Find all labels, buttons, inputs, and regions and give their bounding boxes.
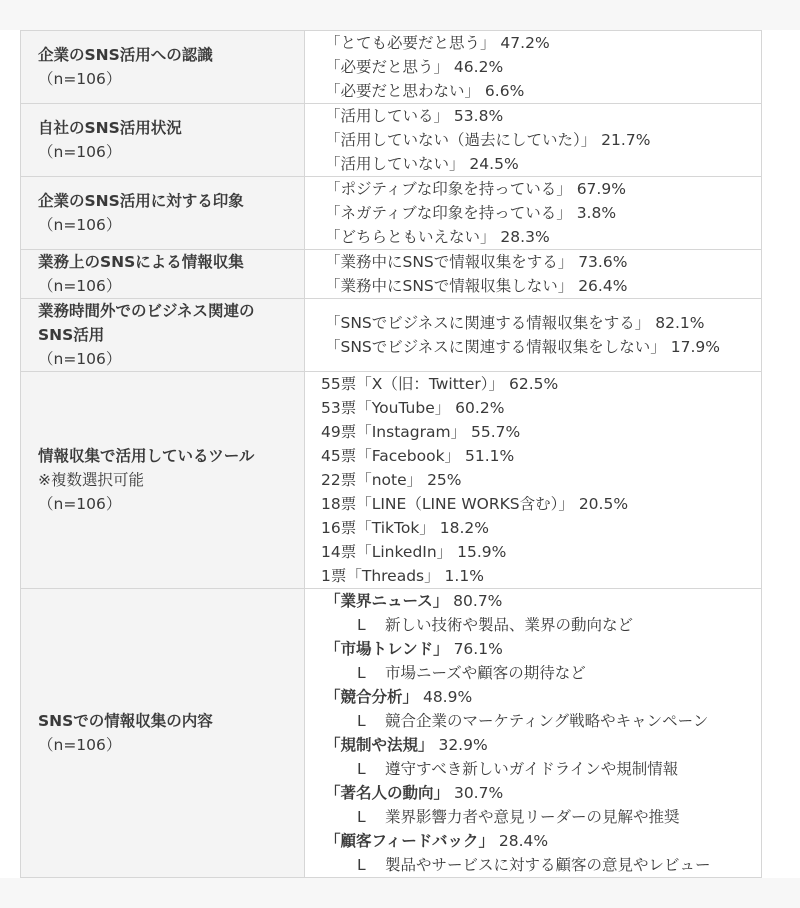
content-category — [325, 685, 751, 709]
sample-size: （n=106） — [38, 736, 122, 754]
question-cell — [21, 177, 305, 250]
category-name: 「顧客フィードバック」 — [325, 832, 494, 850]
category-detail-text: 市場ニーズや顧客の期待など — [385, 664, 586, 682]
category-value: 30.7% — [453, 784, 504, 802]
content-category — [325, 733, 751, 757]
answer-line: 「とても必要だと思う」 47.2% — [325, 34, 550, 52]
category-value: 32.9% — [438, 736, 488, 754]
question-cell — [21, 250, 305, 299]
tool-answer-line: 45票「Facebook」 51.1% — [321, 447, 515, 465]
corner-arrow-icon: L — [357, 616, 366, 634]
category-name: 「著名人の動向」 — [325, 784, 450, 802]
corner-arrow-icon: L — [357, 760, 366, 778]
corner-arrow-icon: L — [357, 712, 366, 730]
tool-answer-line: 1票「Threads」 1.1% — [321, 567, 484, 585]
answer-cell — [305, 372, 762, 589]
tool-answer-line: 53票「YouTube」 60.2% — [321, 399, 505, 417]
table-row — [21, 104, 762, 177]
sample-size: （n=106） — [38, 216, 122, 234]
category-detail-text: 業界影響力者や意見リーダーの見解や推奨 — [385, 808, 680, 826]
category-detail — [325, 709, 751, 733]
answer-line: 「活用していない」 24.5% — [325, 155, 519, 173]
answer-line: 「活用していない（過去にしていた）」 21.7% — [325, 131, 651, 149]
question-cell — [21, 299, 305, 372]
question-title-line: SNS活用 — [38, 326, 105, 344]
content-category — [325, 589, 751, 613]
answer-line: 「SNSでビジネスに関連する情報収集をする」 82.1% — [325, 314, 705, 332]
answer-line: 「ポジティブな印象を持っている」 67.9% — [325, 180, 626, 198]
question-cell — [21, 31, 305, 104]
category-name: 「市場トレンド」 — [325, 640, 449, 658]
category-value: 76.1% — [453, 640, 503, 658]
answer-line: 「業務中にSNSで情報収集をする」 73.6% — [325, 253, 628, 271]
sample-size: （n=106） — [38, 495, 122, 513]
question-title: SNSでの情報収集の内容 — [38, 712, 213, 730]
question-title: 情報収集で活用しているツール — [38, 447, 255, 465]
answer-cell — [305, 589, 762, 878]
answer-line: 「必要だと思わない」 6.6% — [325, 82, 525, 100]
corner-arrow-icon: L — [357, 856, 366, 874]
category-detail — [325, 805, 751, 829]
content-category — [325, 781, 751, 805]
table-row — [21, 31, 762, 104]
content-category — [325, 637, 751, 661]
sample-size: （n=106） — [38, 350, 122, 368]
question-cell — [21, 104, 305, 177]
question-cell — [21, 372, 305, 589]
sample-size: （n=106） — [38, 277, 122, 295]
answer-line: 「SNSでビジネスに関連する情報収集をしない」 17.9% — [325, 338, 720, 356]
table-row — [21, 299, 762, 372]
tool-answer-line: 16票「TikTok」 18.2% — [321, 519, 489, 537]
category-value: 80.7% — [453, 592, 503, 610]
corner-arrow-icon: L — [357, 808, 366, 826]
table-row — [21, 589, 762, 878]
tool-answer-line: 49票「Instagram」 55.7% — [321, 423, 521, 441]
category-value: 28.4% — [498, 832, 549, 850]
tool-answer-line: 55票「X（旧：Twitter）」 62.5% — [321, 375, 559, 393]
answer-line: 「どちらともいえない」 28.3% — [325, 228, 550, 246]
answer-line: 「業務中にSNSで情報収集しない」 26.4% — [325, 277, 628, 295]
answer-line: 「活用している」 53.8% — [325, 107, 504, 125]
question-note: ※複数選択可能 — [38, 471, 144, 489]
answer-cell — [305, 250, 762, 299]
answer-cell — [305, 177, 762, 250]
category-detail-text: 遵守すべき新しいガイドラインや規制情報 — [385, 760, 679, 778]
question-title: 業務上のSNSによる情報収集 — [38, 253, 244, 271]
answer-line: 「必要だと思う」 46.2% — [325, 58, 504, 76]
answer-cell — [305, 299, 762, 372]
answer-cell — [305, 104, 762, 177]
category-name: 「競合分析」 — [325, 688, 419, 706]
category-detail — [325, 853, 751, 877]
category-detail — [325, 613, 751, 637]
category-detail-text: 新しい技術や製品、業界の動向など — [385, 616, 634, 634]
category-detail — [325, 757, 751, 781]
category-detail-text: 製品やサービスに対する顧客の意見やレビュー — [385, 856, 711, 874]
table-row — [21, 177, 762, 250]
answer-line: 「ネガティブな印象を持っている」 3.8% — [325, 204, 617, 222]
category-detail-text: 競合企業のマーケティング戦略やキャンペーン — [385, 712, 709, 730]
page-body — [0, 30, 800, 878]
content-category — [325, 829, 751, 853]
table-row — [21, 372, 762, 589]
tool-answer-line: 18票「LINE（LINE WORKS含む）」 20.5% — [321, 495, 629, 513]
question-title: 企業のSNS活用への認識 — [38, 46, 213, 64]
answer-cell — [305, 31, 762, 104]
corner-arrow-icon: L — [357, 664, 366, 682]
survey-results-table — [20, 30, 762, 878]
question-title: 自社のSNS活用状況 — [38, 119, 182, 137]
question-title: 企業のSNS活用に対する印象 — [38, 192, 244, 210]
question-cell — [21, 589, 305, 878]
tool-answer-line: 22票「note」 25% — [321, 471, 462, 489]
category-name: 「規制や法規」 — [325, 736, 434, 754]
category-value: 48.9% — [422, 688, 473, 706]
question-title-line: 業務時間外でのビジネス関連の — [38, 302, 255, 320]
sample-size: （n=106） — [38, 143, 122, 161]
sample-size: （n=106） — [38, 70, 122, 88]
tool-answer-line: 14票「LinkedIn」 15.9% — [321, 543, 507, 561]
category-name: 「業界ニュース」 — [325, 592, 449, 610]
category-detail — [325, 661, 751, 685]
table-row — [21, 250, 762, 299]
